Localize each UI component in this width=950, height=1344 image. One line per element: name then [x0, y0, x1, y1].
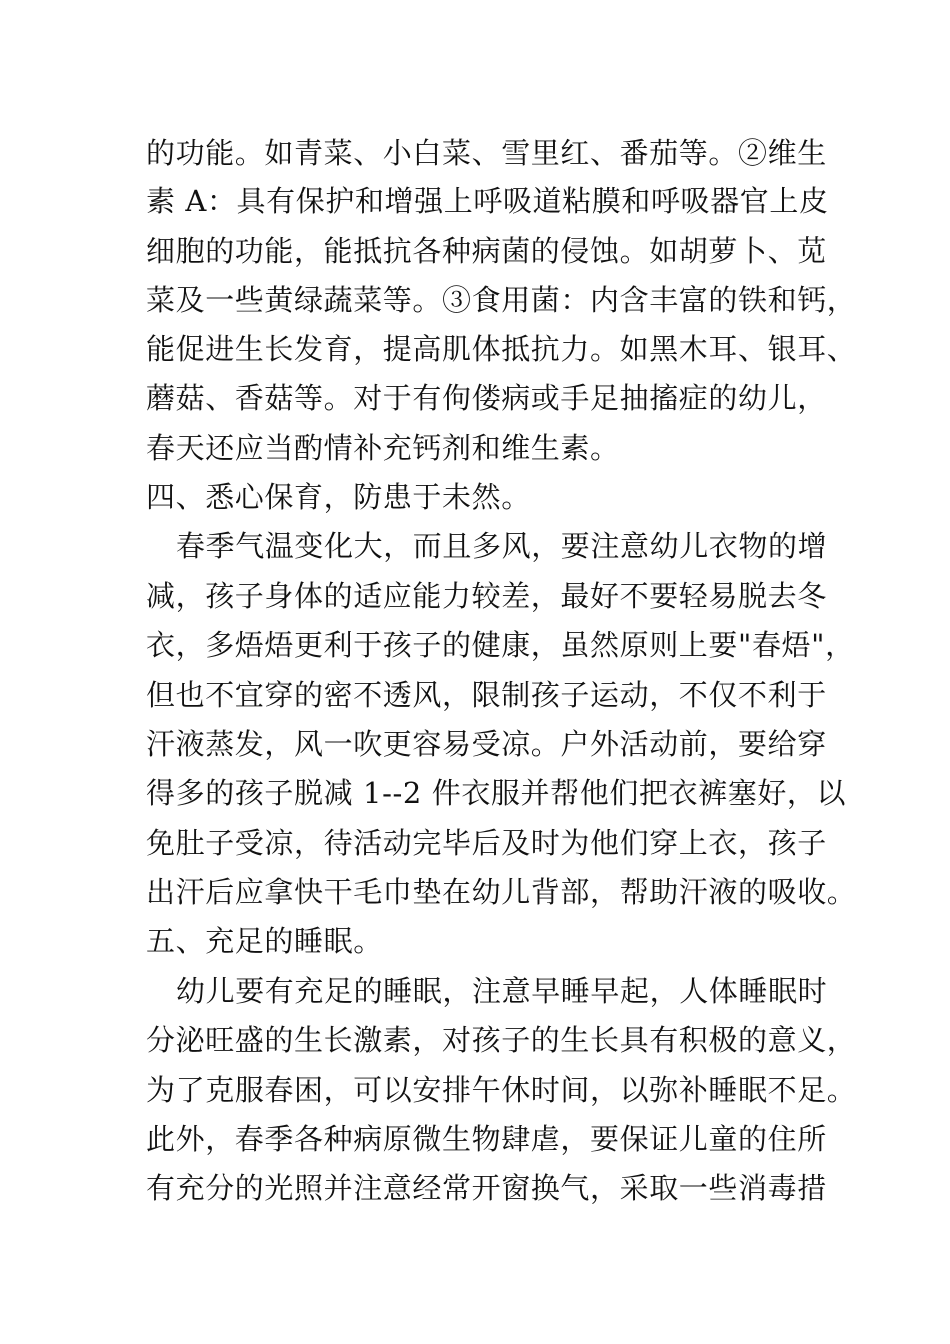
text-line: 菜及一些黄绿蔬菜等。③食用菌：内含丰富的铁和钙， [146, 283, 857, 317]
text-line: 此外，春季各种病原微生物肆虐，要保证儿童的住所 [146, 1122, 827, 1156]
text-line: 减，孩子身体的适应能力较差，最好不要轻易脱去冬 [146, 579, 827, 613]
text-line: 细胞的功能，能抵抗各种病菌的侵蚀。如胡萝卜、苋 [146, 234, 827, 268]
text-line: 衣，多焐焐更利于孩子的健康，虽然原则上要"春焐"， [146, 628, 855, 662]
text-line: 分泌旺盛的生长激素，对孩子的生长具有积极的意义， [146, 1023, 857, 1057]
text-line: 有充分的光照并注意经常开窗换气，采取一些消毒措 [146, 1171, 827, 1205]
text-line: 蘑菇、香菇等。对于有佝偻病或手足抽搐症的幼儿， [146, 381, 827, 415]
section-heading: 五、充足的睡眠。 [146, 924, 383, 958]
text-line: 的功能。如青菜、小白菜、雪里红、番茄等。②维生 [146, 136, 827, 170]
text-line: 素 A：具有保护和增强上呼吸道粘膜和呼吸器官上皮 [146, 184, 829, 218]
text-line: 汗液蒸发，风一吹更容易受凉。户外活动前，要给穿 [146, 727, 827, 761]
text-line: 出汗后应拿快干毛巾垫在幼儿背部，帮助汗液的吸收。 [146, 875, 857, 909]
paragraph-first-line: 春季气温变化大，而且多风，要注意幼儿衣物的增 [176, 529, 828, 563]
text-line: 得多的孩子脱减 1--2 件衣服并帮他们把衣裤塞好，以 [146, 776, 847, 810]
section-heading: 四、悉心保育，防患于未然。 [146, 480, 531, 514]
text-line: 为了克服春困，可以安排午休时间，以弥补睡眠不足。 [146, 1073, 857, 1107]
text-line: 免肚子受凉，待活动完毕后及时为他们穿上衣，孩子 [146, 826, 827, 860]
paragraph-first-line: 幼儿要有充足的睡眠，注意早睡早起，人体睡眠时 [176, 974, 828, 1008]
text-line: 但也不宜穿的密不透风，限制孩子运动，不仅不利于 [146, 678, 827, 712]
text-line: 能促进生长发育，提高肌体抵抗力。如黑木耳、银耳、 [146, 332, 857, 366]
text-line: 春天还应当酌情补充钙剂和维生素。 [146, 431, 620, 465]
